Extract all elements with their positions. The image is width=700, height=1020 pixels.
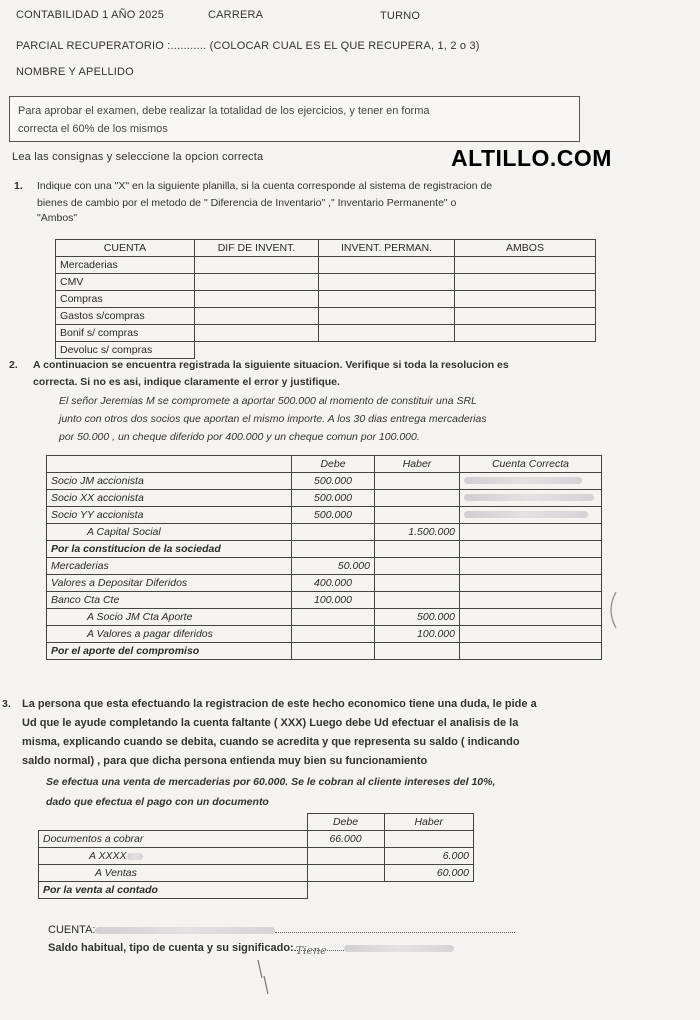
debe-value: 66.000 [307, 831, 384, 848]
table-row [47, 524, 602, 541]
q3-line-1: La persona que esta efectuando la registracion de este hecho economico tiene una duda, le pide a [22, 698, 537, 710]
account-name: Banco Cta Cte [47, 592, 292, 609]
q2-line-2: correcta. Si no es asi, indique claramente el error y justifique. [33, 376, 340, 388]
correct-account-cell[interactable] [460, 541, 602, 558]
student-name-label: NOMBRE Y APELLIDO [16, 66, 134, 78]
table-row [56, 342, 596, 359]
table-row [47, 507, 602, 524]
table-row [56, 308, 596, 325]
correct-account-cell[interactable] [460, 592, 602, 609]
account-name: Documentos a cobrar [39, 831, 308, 848]
answer-cell[interactable] [195, 308, 319, 325]
debe-value [292, 626, 375, 643]
table-row [47, 575, 602, 592]
q1-account: Gastos s/compras [56, 308, 195, 325]
table-row [47, 609, 602, 626]
answer-cell[interactable] [195, 257, 319, 274]
q1-account: Bonif s/ compras [56, 325, 195, 342]
debe-value: 500.000 [292, 490, 375, 507]
answer-cell[interactable] [195, 274, 319, 291]
cuenta-label: CUENTA: [48, 924, 96, 936]
account-name: A Valores a pagar diferidos [47, 626, 292, 643]
table-row [56, 274, 596, 291]
q3-line-3: misma, explicando cuando se debita, cuando se acredita y que representa su saldo ( indicando [22, 736, 520, 748]
q3-case-line-1: Se efectua una venta de mercaderias por 60.000. Se le cobran al cliente intereses del 10%, [46, 776, 496, 788]
answer-cell[interactable] [319, 274, 455, 291]
haber-value [375, 490, 460, 507]
correct-account-cell[interactable] [460, 558, 602, 575]
correct-account-cell[interactable] [460, 575, 602, 592]
answer-cell[interactable] [319, 325, 455, 342]
answer-cell[interactable] [455, 291, 596, 308]
debe-value: 50.000 [292, 558, 375, 575]
correct-account-cell[interactable] [460, 507, 602, 524]
bracket-mark-icon [604, 590, 620, 630]
table-row [47, 541, 602, 558]
account-name [39, 848, 308, 865]
handwritten-answer: Tiene [295, 944, 327, 957]
haber-value [375, 507, 460, 524]
table-row [47, 558, 602, 575]
answer-cell[interactable] [319, 257, 455, 274]
q3-journal-table [38, 813, 474, 899]
correct-account-cell[interactable] [460, 643, 602, 660]
table-row [39, 831, 474, 848]
q1-header-ambos: AMBOS [455, 240, 596, 257]
account-name: Valores a Depositar Diferidos [47, 575, 292, 592]
q2-header-haber: Haber [375, 456, 460, 473]
haber-value: 500.000 [375, 609, 460, 626]
q2-case-line-3: por 50.000 , un cheque diferido por 400.000 y un cheque comun por 100.000. [59, 431, 420, 443]
account-name: Por la constitucion de la sociedad [47, 541, 292, 558]
q2-header-correct: Cuenta Correcta [460, 456, 602, 473]
career-label: CARRERA [208, 9, 264, 21]
account-name: A Capital Social [47, 524, 292, 541]
account-name: A Socio JM Cta Aporte [47, 609, 292, 626]
subject-year: CONTABILIDAD 1 AÑO 2025 [16, 9, 165, 21]
haber-value: 100.000 [375, 626, 460, 643]
correct-account-cell[interactable] [460, 626, 602, 643]
answer-cell[interactable] [455, 274, 596, 291]
q2-journal-table [46, 455, 602, 660]
haber-value [375, 575, 460, 592]
table-row [56, 257, 596, 274]
debe-value [307, 865, 384, 882]
answer-cell[interactable] [319, 308, 455, 325]
q1-line-3: "Ambos" [37, 212, 78, 224]
q3-case-line-2: dado que efectua el pago con un documento [46, 796, 269, 808]
account-name: Mercaderias [47, 558, 292, 575]
q1-table [55, 239, 596, 359]
correct-account-cell[interactable] [460, 473, 602, 490]
haber-value [375, 643, 460, 660]
answer-cell[interactable] [195, 325, 319, 342]
table-row [47, 643, 602, 660]
haber-value: 1.500.000 [375, 524, 460, 541]
table-row [47, 592, 602, 609]
q2-line-1: A continuacion se encuentra registrada la siguiente situacion. Verifique si toda la resolucion es [33, 359, 509, 371]
exam-type: PARCIAL RECUPERATORIO :........... (COLOCAR CUAL ES EL QUE RECUPERA, 1, 2 o 3) [16, 40, 480, 52]
answer-cell[interactable] [319, 291, 455, 308]
table-row [39, 882, 474, 899]
pen-mark-icon [250, 958, 280, 998]
haber-value [384, 882, 474, 899]
q2-case-line-2: junto con otros dos socios que aportan el mismo importe. A los 30 dias entrega mercaderias [59, 413, 487, 425]
altillo-logo: ALTILLO.COM [451, 145, 612, 171]
account-name: Socio JM accionista [47, 473, 292, 490]
cuenta-field[interactable] [48, 924, 515, 936]
debe-value [292, 524, 375, 541]
account-name: Socio YY accionista [47, 507, 292, 524]
haber-value [384, 831, 474, 848]
table-row [47, 473, 602, 490]
q3-number: 3. [2, 698, 11, 710]
q3-header-account [39, 814, 308, 831]
answer-cell[interactable] [195, 291, 319, 308]
haber-value [375, 541, 460, 558]
saldo-label: Saldo habitual, tipo de cuenta y su significado: [48, 942, 294, 954]
q3-header-debe: Debe [307, 814, 384, 831]
q2-header-account [47, 456, 292, 473]
q1-header-dif: DIF DE INVENT. [195, 240, 319, 257]
approval-notice [9, 96, 580, 142]
account-name: Por la venta al contado [39, 882, 308, 899]
instructions: Lea las consignas y seleccione la opcion correcta [12, 151, 264, 163]
account-name: A Ventas [39, 865, 308, 882]
haber-value [375, 473, 460, 490]
table-row [39, 865, 474, 882]
notice-line-1: Para aprobar el examen, debe realizar la totalidad de los ejercicios, y tener en forma [18, 105, 430, 117]
debe-value: 500.000 [292, 507, 375, 524]
q1-account: Mercaderias [56, 257, 195, 274]
answer-cell[interactable] [455, 308, 596, 325]
correct-account-cell[interactable] [460, 524, 602, 541]
correct-account-cell[interactable] [460, 490, 602, 507]
haber-value: 6.000 [384, 848, 474, 865]
q1-account: Compras [56, 291, 195, 308]
q1-account: Devoluc s/ compras [56, 342, 195, 359]
missing-account-label: A XXXX [89, 850, 127, 862]
q3-header-haber: Haber [384, 814, 474, 831]
shift-label: TURNO [380, 10, 421, 22]
debe-value [292, 643, 375, 660]
q2-number: 2. [9, 359, 18, 371]
q1-header-cuenta: CUENTA [56, 240, 195, 257]
account-name: Por el aporte del compromiso [47, 643, 292, 660]
saldo-field[interactable] [48, 942, 454, 957]
q1-line-2: bienes de cambio por el metodo de " Diferencia de Inventario" ," Inventario Permanente" o [37, 197, 457, 209]
q1-account: CMV [56, 274, 195, 291]
correct-account-cell[interactable] [460, 609, 602, 626]
debe-value [292, 541, 375, 558]
haber-value: 60.000 [384, 865, 474, 882]
q3-line-4: saldo normal) , para que dicha persona entienda muy bien su funcionamiento [22, 755, 428, 767]
haber-value [375, 558, 460, 575]
debe-value [307, 848, 384, 865]
debe-value [292, 609, 375, 626]
q1-header-perm: INVENT. PERMAN. [319, 240, 455, 257]
q1-line-1: Indique con una "X" en la siguiente planilla, si la cuenta corresponde al sistema de registracion de [37, 180, 493, 192]
debe-value [307, 882, 384, 899]
table-row [39, 848, 474, 865]
table-row [47, 490, 602, 507]
q2-case-line-1: El señor Jeremias M se compromete a aportar 500.000 al momento de constituir una SRL [59, 395, 477, 407]
table-row [56, 291, 596, 308]
notice-line-2: correcta el 60% de los mismos [18, 123, 168, 135]
debe-value: 100.000 [292, 592, 375, 609]
q3-line-2: Ud que le ayude completando la cuenta faltante ( XXX) Luego debe Ud efectuar el analisis de la [22, 717, 519, 729]
account-name: Socio XX accionista [47, 490, 292, 507]
debe-value: 400.000 [292, 575, 375, 592]
answer-cell[interactable] [455, 325, 596, 342]
haber-value [375, 592, 460, 609]
table-row [47, 626, 602, 643]
debe-value: 500.000 [292, 473, 375, 490]
answer-cell[interactable] [455, 257, 596, 274]
q2-header-debe: Debe [292, 456, 375, 473]
table-row [56, 325, 596, 342]
q1-number: 1. [14, 180, 23, 192]
